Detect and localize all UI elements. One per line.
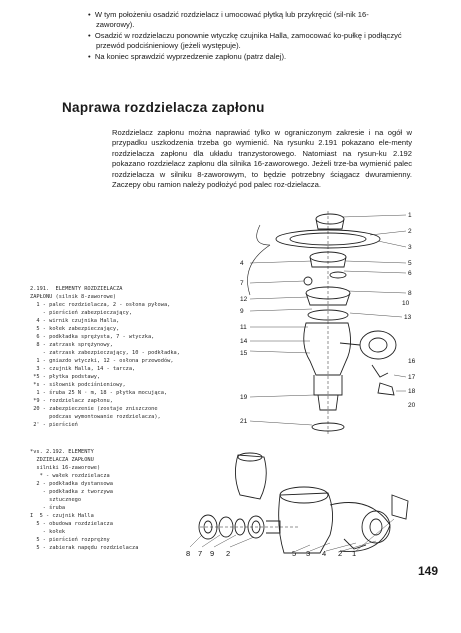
caption-line: - zatrzask zabezpieczający, 10 - podkładka, <box>30 350 180 356</box>
bullet-text: W tym położeniu osadzić rozdzielacz i umocować płytką lub przykręcić (sil-nik 16-zaworowy). <box>94 10 369 29</box>
caption-line: - kołek <box>30 529 66 535</box>
caption-line: 1 - gniazdo wtyczki, 12 - osłona przewodów, <box>30 358 174 364</box>
callout-label: 16 <box>408 358 416 365</box>
callout-label: 20 <box>408 402 416 409</box>
callout-label: 7 <box>198 549 203 558</box>
callout-label: 18 <box>408 388 416 395</box>
callout-label: 2 <box>408 228 412 235</box>
callout-label: 1 <box>408 212 412 219</box>
caption-line: *s - siłownik podciśnieniowy, <box>30 382 126 388</box>
caption-line: *9 - rozdzielacz zapłonu, <box>30 398 113 404</box>
callout-label: 1 <box>352 549 357 558</box>
caption-line: 5 - kołek zabezpieczający, <box>30 326 120 332</box>
callout-label: 4 <box>240 260 244 267</box>
callout-label: 14 <box>240 338 248 345</box>
caption-line: * - wałek rozdzielacza <box>30 473 110 479</box>
caption-line: 6 - podkładka sprężysta, 7 - wtyczka, <box>30 334 155 340</box>
page-number: 149 <box>418 564 439 578</box>
caption-line: - podkładka z tworzywa <box>30 489 113 495</box>
caption-line: 8 - zatrzask sprężynowy, <box>30 342 113 348</box>
callout-label: 19 <box>240 394 248 401</box>
caption-line: 1 - palec rozdzielacza, 2 - osłona pyłowa, <box>30 302 171 308</box>
callout-label: 5 <box>408 260 412 267</box>
bullet-item: • W tym położeniu osadzić rozdzielacz i umocować płytką lub przykręcić (sil-nik 16-zaworowy). <box>88 10 369 29</box>
caption-line: 5 - pierścień rozprężny <box>30 537 110 543</box>
body-paragraph-text: Rozdzielacz zapłonu można naprawiać tylko w ograniczonym zakresie i na ogół w przypadku uszkodzenia trzeba go wymienić. Na rysunku 2.191 pokazano ele-menty rozdzielacza zapłonu dla układu tranzystorowego. Natomiast na rysun-ku 2.192 pokazano rozdzielacz zapłonu dla silnika 16-zaworowego. Jeżeli trze-ba wymienić palec rozdzielacza w silniku 8-zaworowym, to będzie potrzebny ściągacz dwuramienny. Zaczepy obu ramion należy podłożyć pod palec roz-dzielacza. <box>112 128 412 190</box>
figure-caption-2-192 <box>30 448 138 552</box>
caption-line: 4 - wirnik czujnika Halla, <box>30 318 120 324</box>
caption-line: podczas wymontowanie rozdzielacza), <box>30 414 161 420</box>
callout-label: 11 <box>240 324 247 331</box>
callout-label: 10 <box>402 300 410 307</box>
caption-line: I 5 - czujnik Halla <box>30 513 94 519</box>
callout-label: 2 <box>226 549 231 558</box>
callout-label: 2 <box>338 549 343 558</box>
bullet-text: Na koniec sprawdzić wyprzedzenie zapłonu (patrz dalej). <box>94 52 287 61</box>
callout-label: 15 <box>240 350 248 357</box>
caption-line: 5 - zabierak napędu rozdzielacza <box>30 545 139 551</box>
exploded-diagram-figure-2-192 <box>180 435 425 565</box>
caption-line: *vs. 2.192. ELEMENTY <box>30 449 94 455</box>
caption-line: 20 - zabezpieczenie (zostaje zniszczone <box>30 406 158 412</box>
caption-line: 1 - śruba 25 N · m, 18 - płytka mocująca, <box>30 390 168 396</box>
caption-line: 3 - czujnik Halla, 14 - tarcza, <box>30 366 136 372</box>
callout-label: 5 <box>292 549 297 558</box>
caption-line: 2 - podkładka dystansowa <box>30 481 113 487</box>
callout-label: 13 <box>404 314 412 321</box>
callout-label: 3 <box>306 549 311 558</box>
caption-line: *5 - płytka podstawy, <box>30 374 101 380</box>
caption-line: silniki 16-zaworowe) <box>30 465 101 471</box>
caption-line: ZAPŁONU (silnik 8-zaworowe) <box>30 294 117 300</box>
exploded-diagram-figure-2-191 <box>230 205 455 445</box>
callout-label: 21 <box>240 418 248 425</box>
caption-line: ZDZIELACZA ZAPŁONU <box>30 457 94 463</box>
callout-label: 12 <box>240 296 248 303</box>
caption-line: - śruba <box>30 505 66 511</box>
caption-line: - pierścień zabezpieczający, <box>30 310 133 316</box>
callout-label: 8 <box>186 549 191 558</box>
callout-label: 6 <box>408 270 412 277</box>
callout-label: 17 <box>408 374 416 381</box>
section-heading: Naprawa rozdzielacza zapłonu <box>62 100 265 115</box>
callout-label: 4 <box>322 549 327 558</box>
callout-label: 8 <box>408 290 412 297</box>
caption-line: sztucznego <box>30 497 82 503</box>
callout-label: 3 <box>408 244 412 251</box>
figure-caption-2-191 <box>30 285 180 429</box>
intro-bullet-list <box>86 10 406 63</box>
body-paragraph <box>112 128 412 190</box>
bullet-item: • Na koniec sprawdzić wyprzedzenie zapłonu (patrz dalej). <box>88 52 287 61</box>
callout-label: 7 <box>240 280 244 287</box>
bullet-text: Osadzić w rozdzielaczu ponownie wtyczkę czujnika Halla, zamocować ko-pułkę i podłączyć przewód podciśnieniowy (jeżeli występuje). <box>94 31 402 50</box>
caption-line: 5 - obudowa rozdzielacza <box>30 521 113 527</box>
callout-label: 9 <box>210 549 215 558</box>
callout-label: 9 <box>240 308 244 315</box>
caption-line: 2' - pierścień <box>30 422 78 428</box>
bullet-item: • Osadzić w rozdzielaczu ponownie wtyczkę czujnika Halla, zamocować ko-pułkę i podłączyć przewód podciśnieniowy (jeżeli występuje). <box>88 31 402 50</box>
caption-line: 2.191. ELEMENTY ROZDZIELACZA <box>30 286 123 292</box>
